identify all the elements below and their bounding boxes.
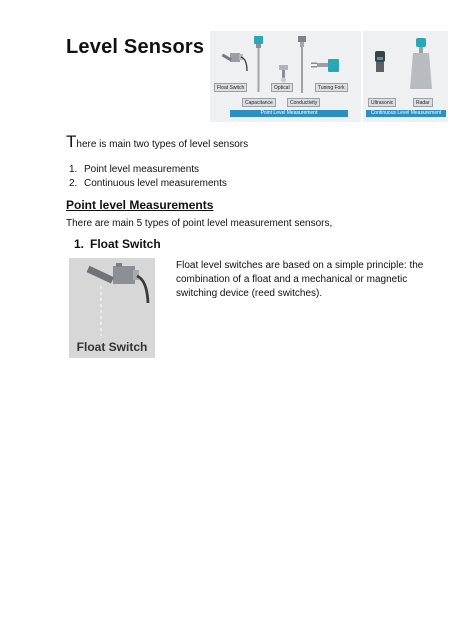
float-switch-description: Float level switches are based on a simple principle: the combination of a float and a mechanical or magnetic switching device (reed switches).: [176, 260, 424, 299]
label-capacitance: Capacitance: [242, 98, 276, 107]
subsection-number: 1.: [74, 237, 85, 251]
subsection-title: Float Switch: [90, 237, 161, 251]
label-tuning-fork: Tuning Fork: [315, 83, 348, 92]
radar-illustration: [410, 38, 432, 89]
section-heading: Point level Measurements: [66, 198, 214, 212]
optical-illustration: [279, 65, 288, 83]
float-switch-image: [69, 258, 155, 358]
label-conductivity: Conductivity: [287, 98, 320, 107]
list-item-number: 2.: [69, 178, 78, 189]
list-item: [69, 178, 227, 189]
section-intro: There are main 5 types of point level measurement sensors,: [66, 218, 333, 229]
level-sensor-types-image: [210, 31, 448, 122]
float-switch-caption: Float Switch: [76, 340, 148, 354]
subsection-heading: [74, 237, 161, 251]
hero-divider: [361, 31, 363, 122]
point-level-bar: Point Level Measurement: [230, 110, 348, 117]
continuous-level-bar: Continuous Level Measurement: [366, 110, 446, 117]
intro-paragraph: [66, 133, 248, 150]
tuning-fork-illustration: [311, 59, 339, 72]
list-item-text: Continuous level measurements: [84, 178, 227, 189]
intro-text: here is main two types of level sensors: [76, 139, 249, 150]
list-item-number: 1.: [69, 164, 78, 175]
label-float-switch: Float Switch: [214, 83, 247, 92]
sensor-illustrations: [210, 31, 448, 122]
drop-cap: T: [66, 132, 77, 151]
ultrasonic-illustration: [375, 51, 385, 72]
page-title: Level Sensors: [66, 36, 205, 58]
conductivity-illustration: [298, 36, 306, 93]
label-optical: Optical: [271, 83, 293, 92]
label-radar: Radar: [413, 98, 433, 107]
label-ultrasonic: Ultrasonic: [368, 98, 396, 107]
capacitance-illustration: [254, 36, 263, 92]
list-item: [69, 164, 199, 175]
list-item-text: Point level measurements: [84, 164, 200, 175]
float-switch-illustration: [222, 53, 247, 71]
